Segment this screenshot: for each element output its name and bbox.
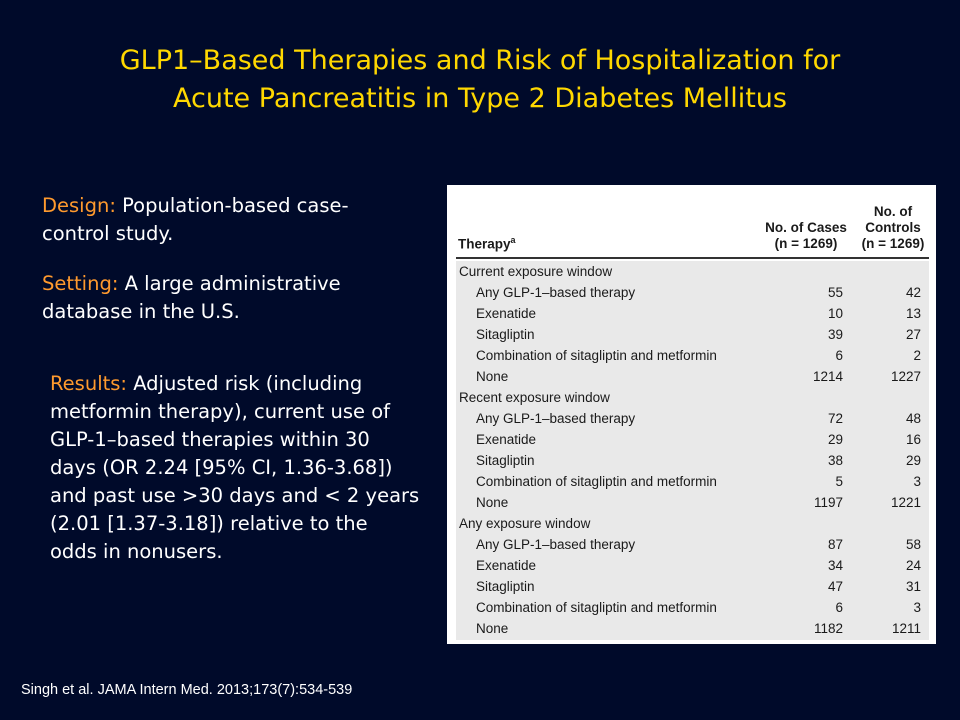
cases-cell: 1197	[813, 495, 843, 510]
table-row	[456, 282, 929, 303]
header-cases-line-1: No. of Cases	[765, 220, 847, 235]
cases-cell: 39	[827, 327, 843, 342]
table-row	[456, 534, 929, 555]
header-controls-line-1: No. of	[873, 204, 913, 219]
header-therapy-text: Therapy	[458, 236, 511, 251]
header-cases	[756, 220, 856, 252]
table-row	[456, 324, 929, 345]
therapy-cell: None	[476, 369, 509, 384]
table-row	[456, 576, 929, 597]
table-row	[456, 345, 929, 366]
cases-cell: 38	[827, 453, 843, 468]
table-row	[456, 618, 929, 639]
slide-title	[40, 42, 920, 118]
design-label: Design:	[42, 194, 116, 217]
header-controls-line-2: Controls	[865, 220, 921, 235]
results-paragraph	[50, 370, 420, 566]
table-row	[456, 492, 929, 513]
header-therapy-footnote: a	[510, 234, 516, 245]
therapy-cell: Exenatide	[476, 432, 537, 447]
cases-cell: 72	[827, 411, 843, 426]
controls-cell: 1227	[890, 369, 921, 384]
exposure-table	[447, 185, 936, 644]
header-therapy	[458, 232, 516, 253]
controls-cell: 42	[905, 285, 921, 300]
controls-cell: 48	[905, 411, 921, 426]
therapy-cell: Any exposure window	[459, 516, 591, 531]
controls-cell: 3	[913, 474, 921, 489]
cases-cell: 6	[835, 600, 843, 615]
slide-title-line-1: GLP1–Based Therapies and Risk of Hospitalization for	[119, 45, 841, 76]
cases-cell: 55	[827, 285, 843, 300]
cases-cell: 47	[827, 579, 843, 594]
table-section-row	[456, 261, 929, 282]
controls-cell: 1211	[891, 621, 921, 636]
results-text: Adjusted risk (including metformin therapy), current use of GLP-1–based therapies within 30 days (OR 2.24 [95% CI, 1.36-3.68]) and past use >30 days and < 2 years (2.01 [1.37-3.18]) relative to the odds in nonusers.	[50, 372, 420, 563]
therapy-cell: Any GLP-1–based therapy	[476, 411, 636, 426]
therapy-cell: Sitagliptin	[476, 453, 535, 468]
setting-label: Setting:	[42, 272, 119, 295]
table-row	[456, 429, 929, 450]
table-row	[456, 366, 929, 387]
cases-cell: 34	[827, 558, 843, 573]
controls-cell: 1221	[890, 495, 921, 510]
table-row	[456, 597, 929, 618]
cases-cell: 10	[827, 306, 843, 321]
table-row	[456, 303, 929, 324]
controls-cell: 24	[905, 558, 921, 573]
therapy-cell: Any GLP-1–based therapy	[476, 537, 636, 552]
cases-cell: 29	[827, 432, 843, 447]
setting-paragraph	[42, 270, 402, 326]
cases-cell: 87	[827, 537, 843, 552]
therapy-cell: Combination of sitagliptin and metformin	[476, 474, 717, 489]
table-row	[456, 555, 929, 576]
table-header	[456, 185, 929, 259]
therapy-cell: Current exposure window	[459, 264, 613, 279]
design-paragraph	[42, 192, 402, 248]
results-label: Results:	[50, 372, 127, 395]
cases-cell: 6	[835, 348, 843, 363]
therapy-cell: Recent exposure window	[459, 390, 610, 405]
cases-cell: 5	[835, 474, 843, 489]
setting-text: A large administrative database in the U.S.	[42, 272, 341, 323]
table-row	[456, 471, 929, 492]
therapy-cell: Any GLP-1–based therapy	[476, 285, 636, 300]
therapy-cell: Combination of sitagliptin and metformin	[476, 348, 717, 363]
table-body	[456, 261, 929, 640]
table-row	[456, 450, 929, 471]
therapy-cell: Sitagliptin	[476, 579, 535, 594]
therapy-cell: Sitagliptin	[476, 327, 535, 342]
controls-cell: 58	[905, 537, 921, 552]
table-section-row	[456, 387, 929, 408]
controls-cell: 31	[905, 579, 921, 594]
controls-cell: 29	[905, 453, 921, 468]
controls-cell: 2	[913, 348, 921, 363]
therapy-cell: Exenatide	[476, 306, 537, 321]
cases-cell: 1182	[813, 621, 843, 636]
table-row	[456, 408, 929, 429]
therapy-cell: Combination of sitagliptin and metformin	[476, 600, 717, 615]
therapy-cell: Exenatide	[476, 558, 537, 573]
header-cases-line-2: (n = 1269)	[774, 236, 838, 251]
header-controls	[852, 204, 934, 252]
cases-cell: 1214	[812, 369, 843, 384]
controls-cell: 3	[913, 600, 921, 615]
header-controls-line-3: (n = 1269)	[861, 236, 925, 251]
controls-cell: 13	[905, 306, 921, 321]
table-section-row	[456, 513, 929, 534]
citation: Singh et al. JAMA Intern Med. 2013;173(7):534-539	[21, 682, 353, 698]
controls-cell: 16	[905, 432, 921, 447]
design-text: Population-based case-control study.	[42, 194, 349, 245]
therapy-cell: None	[476, 495, 509, 510]
therapy-cell: None	[476, 621, 509, 636]
controls-cell: 27	[905, 327, 921, 342]
slide-title-line-2: Acute Pancreatitis in Type 2 Diabetes Mellitus	[173, 83, 787, 114]
